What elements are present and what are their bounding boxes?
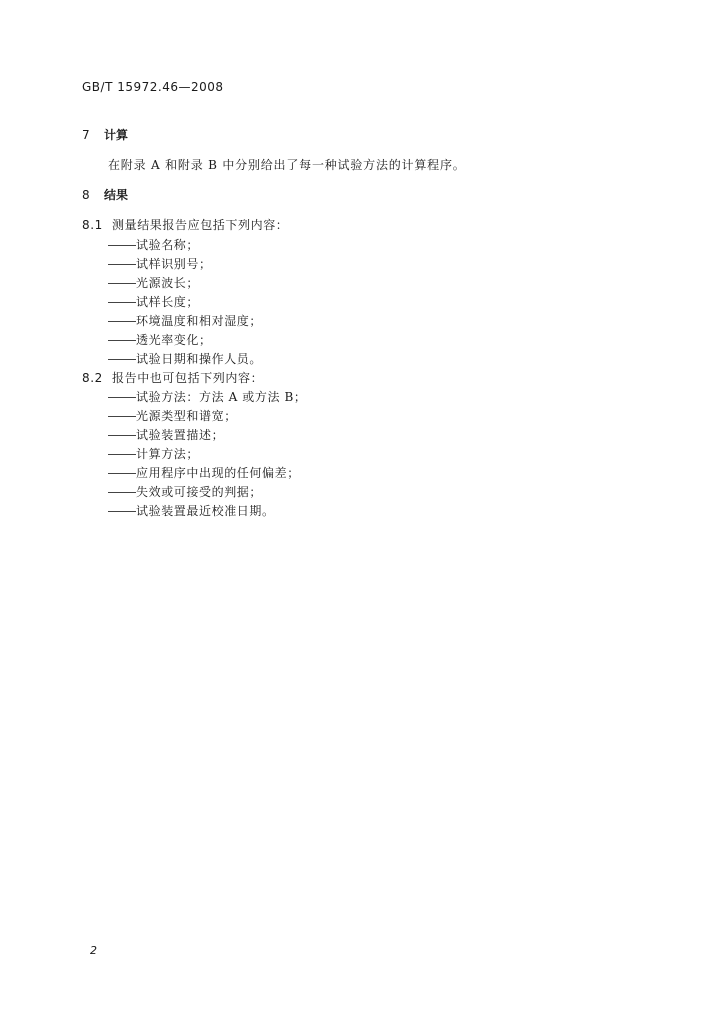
dash-marker <box>108 473 136 474</box>
section-heading-8 <box>82 186 128 203</box>
subsection-number: 8.1 <box>82 218 103 232</box>
page-number: 2 <box>90 944 97 957</box>
dash-marker <box>108 302 136 303</box>
section-7-paragraph: 在附录 A 和附录 B 中分别给出了每一种试验方法的计算程序。 <box>108 158 466 172</box>
list-item: 试验方法：方法 A 或方法 B； <box>108 388 307 405</box>
section-title: 结果 <box>104 188 129 202</box>
list-item: 试验日期和操作人员。 <box>108 350 262 367</box>
dash-marker <box>108 454 136 455</box>
list-item: 应用程序中出现的任何偏差； <box>108 464 300 481</box>
list-item: 失效或可接受的判据； <box>108 483 262 500</box>
dash-marker <box>108 435 136 436</box>
dash-marker <box>108 340 136 341</box>
section-title: 计算 <box>104 128 129 142</box>
list-item: 环境温度和相对湿度； <box>108 312 262 329</box>
dash-marker <box>108 511 136 512</box>
list-item: 试样识别号； <box>108 255 212 272</box>
list-item: 试验装置描述； <box>108 426 224 443</box>
subsection-intro: 测量结果报告应包括下列内容： <box>112 218 289 232</box>
section-number: 7 <box>82 128 90 142</box>
dash-marker <box>108 492 136 493</box>
list-item: 光源波长； <box>108 274 199 291</box>
list-item: 试验装置最近校准日期。 <box>108 502 275 519</box>
subsection-intro: 报告中也可包括下列内容： <box>112 371 264 385</box>
section-number: 8 <box>82 188 90 202</box>
standard-code: GB/T 15972.46—2008 <box>82 80 224 94</box>
dash-marker <box>108 283 136 284</box>
list-item: 试样长度； <box>108 293 199 310</box>
dash-marker <box>108 264 136 265</box>
subsection-8-1 <box>82 216 288 233</box>
dash-marker <box>108 359 136 360</box>
subsection-8-2 <box>82 369 263 386</box>
list-item: 透光率变化； <box>108 331 212 348</box>
dash-marker <box>108 245 136 246</box>
dash-marker <box>108 321 136 322</box>
section-heading-7 <box>82 126 128 143</box>
list-item: 计算方法； <box>108 445 199 462</box>
list-item: 光源类型和谱宽； <box>108 407 237 424</box>
dash-marker <box>108 416 136 417</box>
dash-marker <box>108 397 136 398</box>
subsection-number: 8.2 <box>82 371 103 385</box>
list-item: 试验名称； <box>108 236 199 253</box>
